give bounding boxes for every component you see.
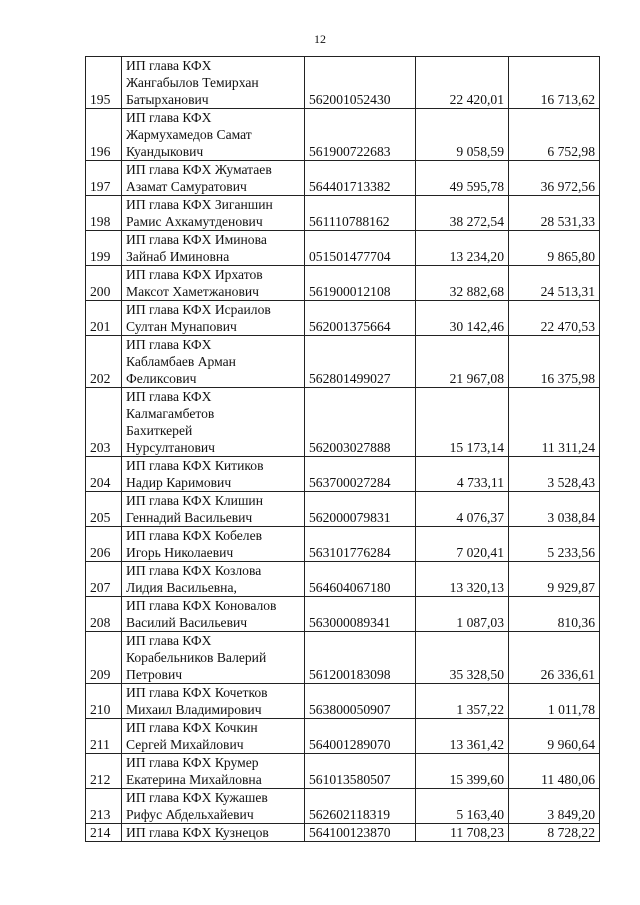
registry-table [85,56,600,842]
amount-2-cell: 24 513,31 [509,266,600,301]
row-number-cell: 204 [86,457,122,492]
amount-2-cell: 6 752,98 [509,109,600,161]
entity-name-cell: ИП глава КФХ Кузнецов [122,824,305,842]
amount-2-cell: 36 972,56 [509,161,600,196]
row-number-cell: 214 [86,824,122,842]
row-number-cell: 206 [86,527,122,562]
row-number-cell: 196 [86,109,122,161]
page-number: 12 [314,32,326,46]
amount-1-cell: 21 967,08 [416,336,509,388]
amount-1-cell: 7 020,41 [416,527,509,562]
row-number-cell: 202 [86,336,122,388]
amount-1-cell: 49 595,78 [416,161,509,196]
table-row [86,457,600,492]
amount-2-cell: 11 480,06 [509,754,600,789]
inn-cell: 563101776284 [305,527,416,562]
row-number-cell: 199 [86,231,122,266]
amount-2-cell: 3 528,43 [509,457,600,492]
amount-1-cell: 32 882,68 [416,266,509,301]
amount-2-cell: 11 311,24 [509,388,600,457]
entity-name-cell: ИП глава КФХ Крумер Екатерина Михайловна [122,754,305,789]
inn-cell: 561110788162 [305,196,416,231]
table-row [86,719,600,754]
row-number-cell: 213 [86,789,122,824]
inn-cell: 564401713382 [305,161,416,196]
row-number-cell: 195 [86,57,122,109]
registry-body [86,57,600,842]
inn-cell: 563800050907 [305,684,416,719]
row-number-cell: 197 [86,161,122,196]
amount-2-cell: 8 728,22 [509,824,600,842]
row-number-cell: 209 [86,632,122,684]
entity-name-cell: ИП глава КФХ Исраилов Султан Мунапович [122,301,305,336]
amount-2-cell: 9 929,87 [509,562,600,597]
entity-name-cell: ИП глава КФХ Коновалов Василий Васильевич [122,597,305,632]
amount-2-cell: 9 865,80 [509,231,600,266]
amount-1-cell: 22 420,01 [416,57,509,109]
entity-name-cell: ИП глава КФХ Китиков Надир Каримович [122,457,305,492]
inn-cell: 561900012108 [305,266,416,301]
row-number-cell: 211 [86,719,122,754]
entity-name-cell: ИП глава КФХ Калмагамбетов Бахиткерей Нурсултанович [122,388,305,457]
amount-2-cell: 5 233,56 [509,527,600,562]
entity-name-cell: ИП глава КФХ Корабельников Валерий Петрович [122,632,305,684]
inn-cell: 564100123870 [305,824,416,842]
table-row [86,57,600,109]
amount-1-cell: 13 361,42 [416,719,509,754]
row-number-cell: 210 [86,684,122,719]
amount-1-cell: 4 733,11 [416,457,509,492]
inn-cell: 563000089341 [305,597,416,632]
amount-2-cell: 16 375,98 [509,336,600,388]
row-number-cell: 198 [86,196,122,231]
inn-cell: 562801499027 [305,336,416,388]
amount-1-cell: 30 142,46 [416,301,509,336]
table-row [86,109,600,161]
table-row [86,231,600,266]
entity-name-cell: ИП глава КФХ Кужашев Рифус Абдельхайевич [122,789,305,824]
inn-cell: 561200183098 [305,632,416,684]
amount-1-cell: 38 272,54 [416,196,509,231]
inn-cell: 561013580507 [305,754,416,789]
inn-cell: 563700027284 [305,457,416,492]
amount-1-cell: 35 328,50 [416,632,509,684]
table-row [86,684,600,719]
inn-cell: 051501477704 [305,231,416,266]
table-row [86,562,600,597]
amount-2-cell: 16 713,62 [509,57,600,109]
table-row [86,161,600,196]
amount-2-cell: 3 038,84 [509,492,600,527]
amount-1-cell: 15 173,14 [416,388,509,457]
amount-2-cell: 9 960,64 [509,719,600,754]
inn-cell: 562003027888 [305,388,416,457]
inn-cell: 561900722683 [305,109,416,161]
entity-name-cell: ИП глава КФХ Кобелев Игорь Николаевич [122,527,305,562]
inn-cell: 562000079831 [305,492,416,527]
amount-1-cell: 1 357,22 [416,684,509,719]
amount-1-cell: 13 234,20 [416,231,509,266]
entity-name-cell: ИП глава КФХ Козлова Лидия Васильевна, [122,562,305,597]
table-row [86,527,600,562]
table-row [86,196,600,231]
inn-cell: 564604067180 [305,562,416,597]
inn-cell: 562001375664 [305,301,416,336]
amount-2-cell: 26 336,61 [509,632,600,684]
amount-1-cell: 15 399,60 [416,754,509,789]
table-row [86,266,600,301]
row-number-cell: 201 [86,301,122,336]
inn-cell: 562001052430 [305,57,416,109]
table-row [86,632,600,684]
amount-1-cell: 9 058,59 [416,109,509,161]
amount-1-cell: 5 163,40 [416,789,509,824]
entity-name-cell: ИП глава КФХ Иминова Зайнаб Иминовна [122,231,305,266]
inn-cell: 564001289070 [305,719,416,754]
entity-name-cell: ИП глава КФХ Жуматаев Азамат Самуратович [122,161,305,196]
entity-name-cell: ИП глава КФХ Жармухамедов Самат Куандыкович [122,109,305,161]
amount-1-cell: 11 708,23 [416,824,509,842]
amount-1-cell: 1 087,03 [416,597,509,632]
row-number-cell: 200 [86,266,122,301]
row-number-cell: 207 [86,562,122,597]
entity-name-cell: ИП глава КФХ Клишин Геннадий Васильевич [122,492,305,527]
table-row [86,754,600,789]
entity-name-cell: ИП глава КФХ Кочетков Михаил Владимирович [122,684,305,719]
table-row [86,492,600,527]
entity-name-cell: ИП глава КФХ Кабламбаев Арман Феликсович [122,336,305,388]
row-number-cell: 203 [86,388,122,457]
amount-2-cell: 3 849,20 [509,789,600,824]
entity-name-cell: ИП глава КФХ Зиганшин Рамис Ахкамутденович [122,196,305,231]
table-row [86,336,600,388]
amount-1-cell: 4 076,37 [416,492,509,527]
amount-2-cell: 28 531,33 [509,196,600,231]
table-row [86,388,600,457]
amount-1-cell: 13 320,13 [416,562,509,597]
row-number-cell: 205 [86,492,122,527]
entity-name-cell: ИП глава КФХ Кочкин Сергей Михайлович [122,719,305,754]
amount-2-cell: 810,36 [509,597,600,632]
row-number-cell: 212 [86,754,122,789]
table-row [86,824,600,842]
row-number-cell: 208 [86,597,122,632]
entity-name-cell: ИП глава КФХ Ирхатов Максот Хаметжанович [122,266,305,301]
table-row [86,301,600,336]
table-row [86,597,600,632]
amount-2-cell: 22 470,53 [509,301,600,336]
entity-name-cell: ИП глава КФХ Жангабылов Темирхан Батырханович [122,57,305,109]
inn-cell: 562602118319 [305,789,416,824]
amount-2-cell: 1 011,78 [509,684,600,719]
table-row [86,789,600,824]
